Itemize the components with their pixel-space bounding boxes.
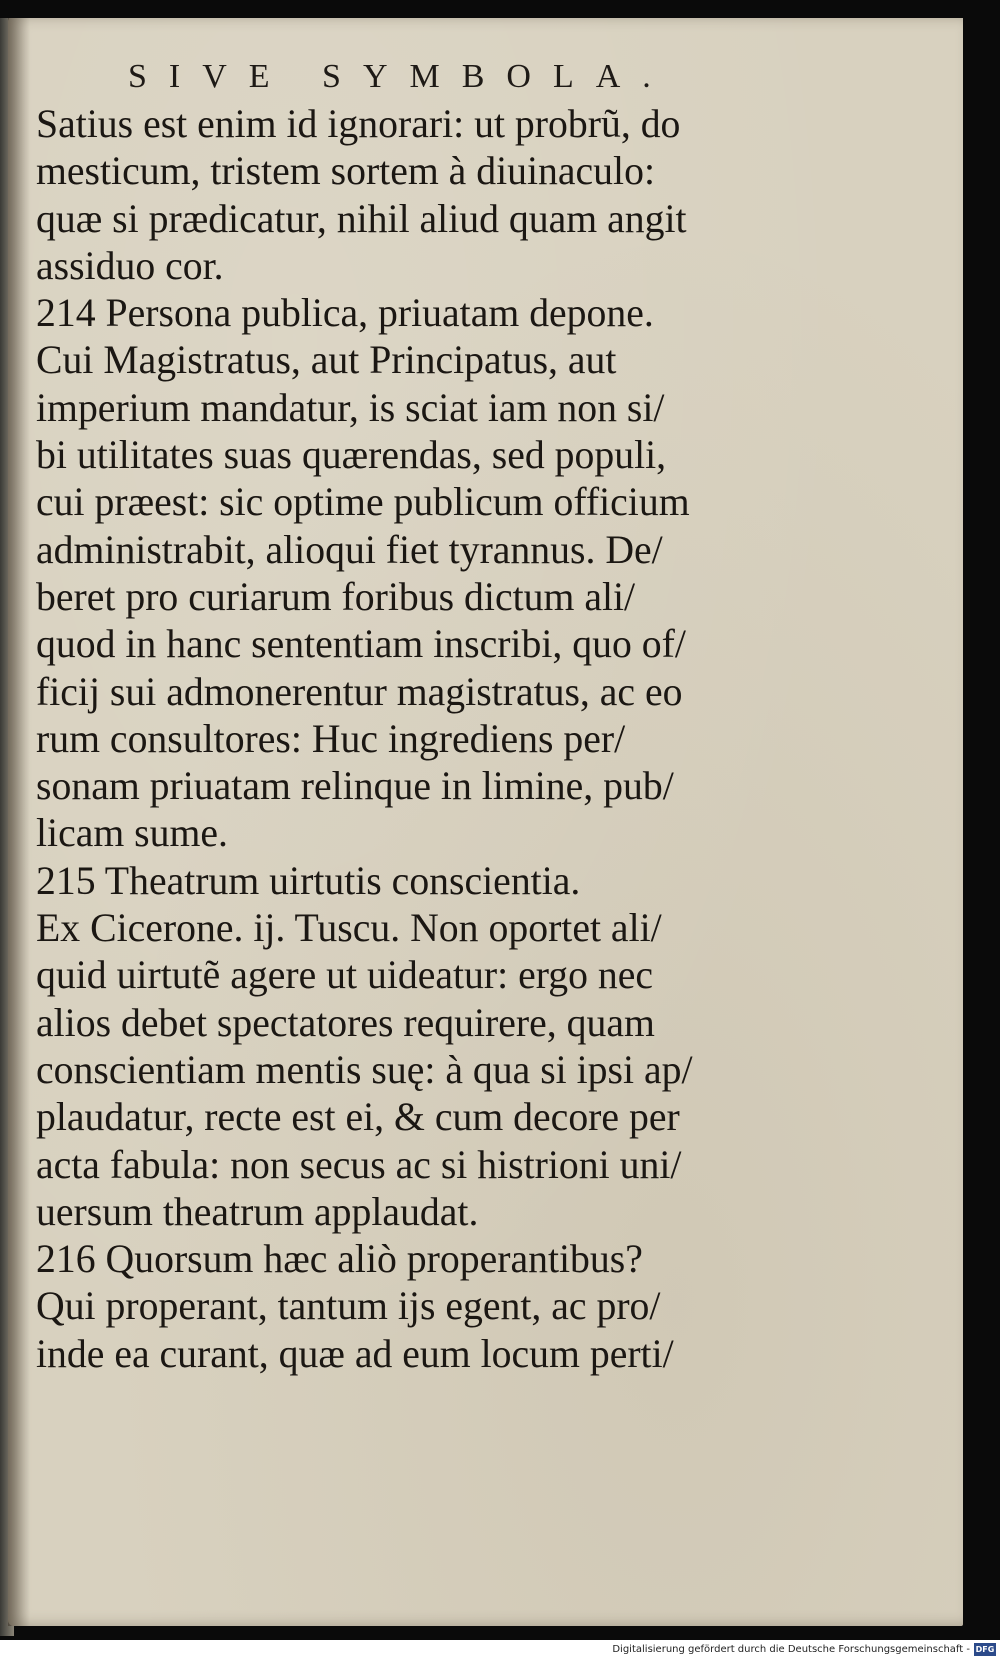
text-line: plaudatur, recte est ei, & cum decore per: [36, 1094, 680, 1140]
spine-shadow: [8, 16, 30, 1626]
text-line: inde ea curant, quæ ad eum locum perti/: [36, 1330, 674, 1376]
text-line: administrabit, alioqui fiet tyrannus. De/: [36, 526, 663, 572]
text-line: Qui properant, tantum ijs egent, ac pro/: [36, 1283, 661, 1329]
top-dark-strip: [0, 0, 970, 18]
text-line: uersum theatrum applaudat.: [36, 1188, 479, 1234]
text-line: conscientiam mentis suę: à qua si ipsi ap/: [36, 1046, 693, 1092]
text-line: ficij sui admonerentur magistratus, ac eo: [36, 668, 683, 714]
section-heading-215: 215 Theatrum uirtutis conscientia.: [36, 857, 581, 903]
text-line: rum consultores: Huc ingrediens per/: [36, 715, 626, 761]
text-line: acta fabula: non secus ac si histrioni uni/: [36, 1141, 682, 1187]
text-line: Cui Magistratus, aut Principatus, aut: [36, 337, 617, 383]
text-line: beret pro curiarum foribus dictum ali/: [36, 573, 636, 619]
text-line: licam sume.: [36, 810, 228, 856]
text-line: assiduo cor.: [36, 242, 224, 288]
text-line: imperium mandatur, is sciat iam non si/: [36, 384, 665, 430]
dfg-logo: DFG: [975, 1645, 995, 1654]
page-body-text: [36, 100, 776, 1377]
text-line: quæ si prædicatur, nihil aliud quam angit: [36, 195, 687, 241]
text-line: sonam priuatam relinque in limine, pub/: [36, 763, 674, 809]
section-heading-216: 216 Quorsum hæc aliò properantibus?: [36, 1236, 643, 1282]
running-head: SIVE SYMBOLA.: [128, 58, 673, 95]
text-line: Ex Cicerone. ij. Tuscu. Non oportet ali/: [36, 905, 662, 951]
text-line: bi utilitates suas quærendas, sed populi,: [36, 432, 667, 478]
section-heading-214: 214 Persona publica, priuatam depone.: [36, 290, 654, 336]
text-line: Satius est enim id ignorari: ut probrũ, do: [36, 101, 681, 146]
text-line: mesticum, tristem sortem à diuinaculo:: [36, 148, 655, 194]
text-line: alios debet spectatores requirere, quam: [36, 999, 655, 1045]
text-line: cui præest: sic optime publicum officium: [36, 479, 690, 525]
digitization-credit: Digitalisierung gefördert durch die Deutsche Forschungsgemeinschaft -: [612, 1644, 970, 1655]
text-line: quid uirtutẽ agere ut uideatur: ergo nec: [36, 952, 654, 998]
text-line: quod in hanc sententiam inscribi, quo of/: [36, 621, 686, 667]
